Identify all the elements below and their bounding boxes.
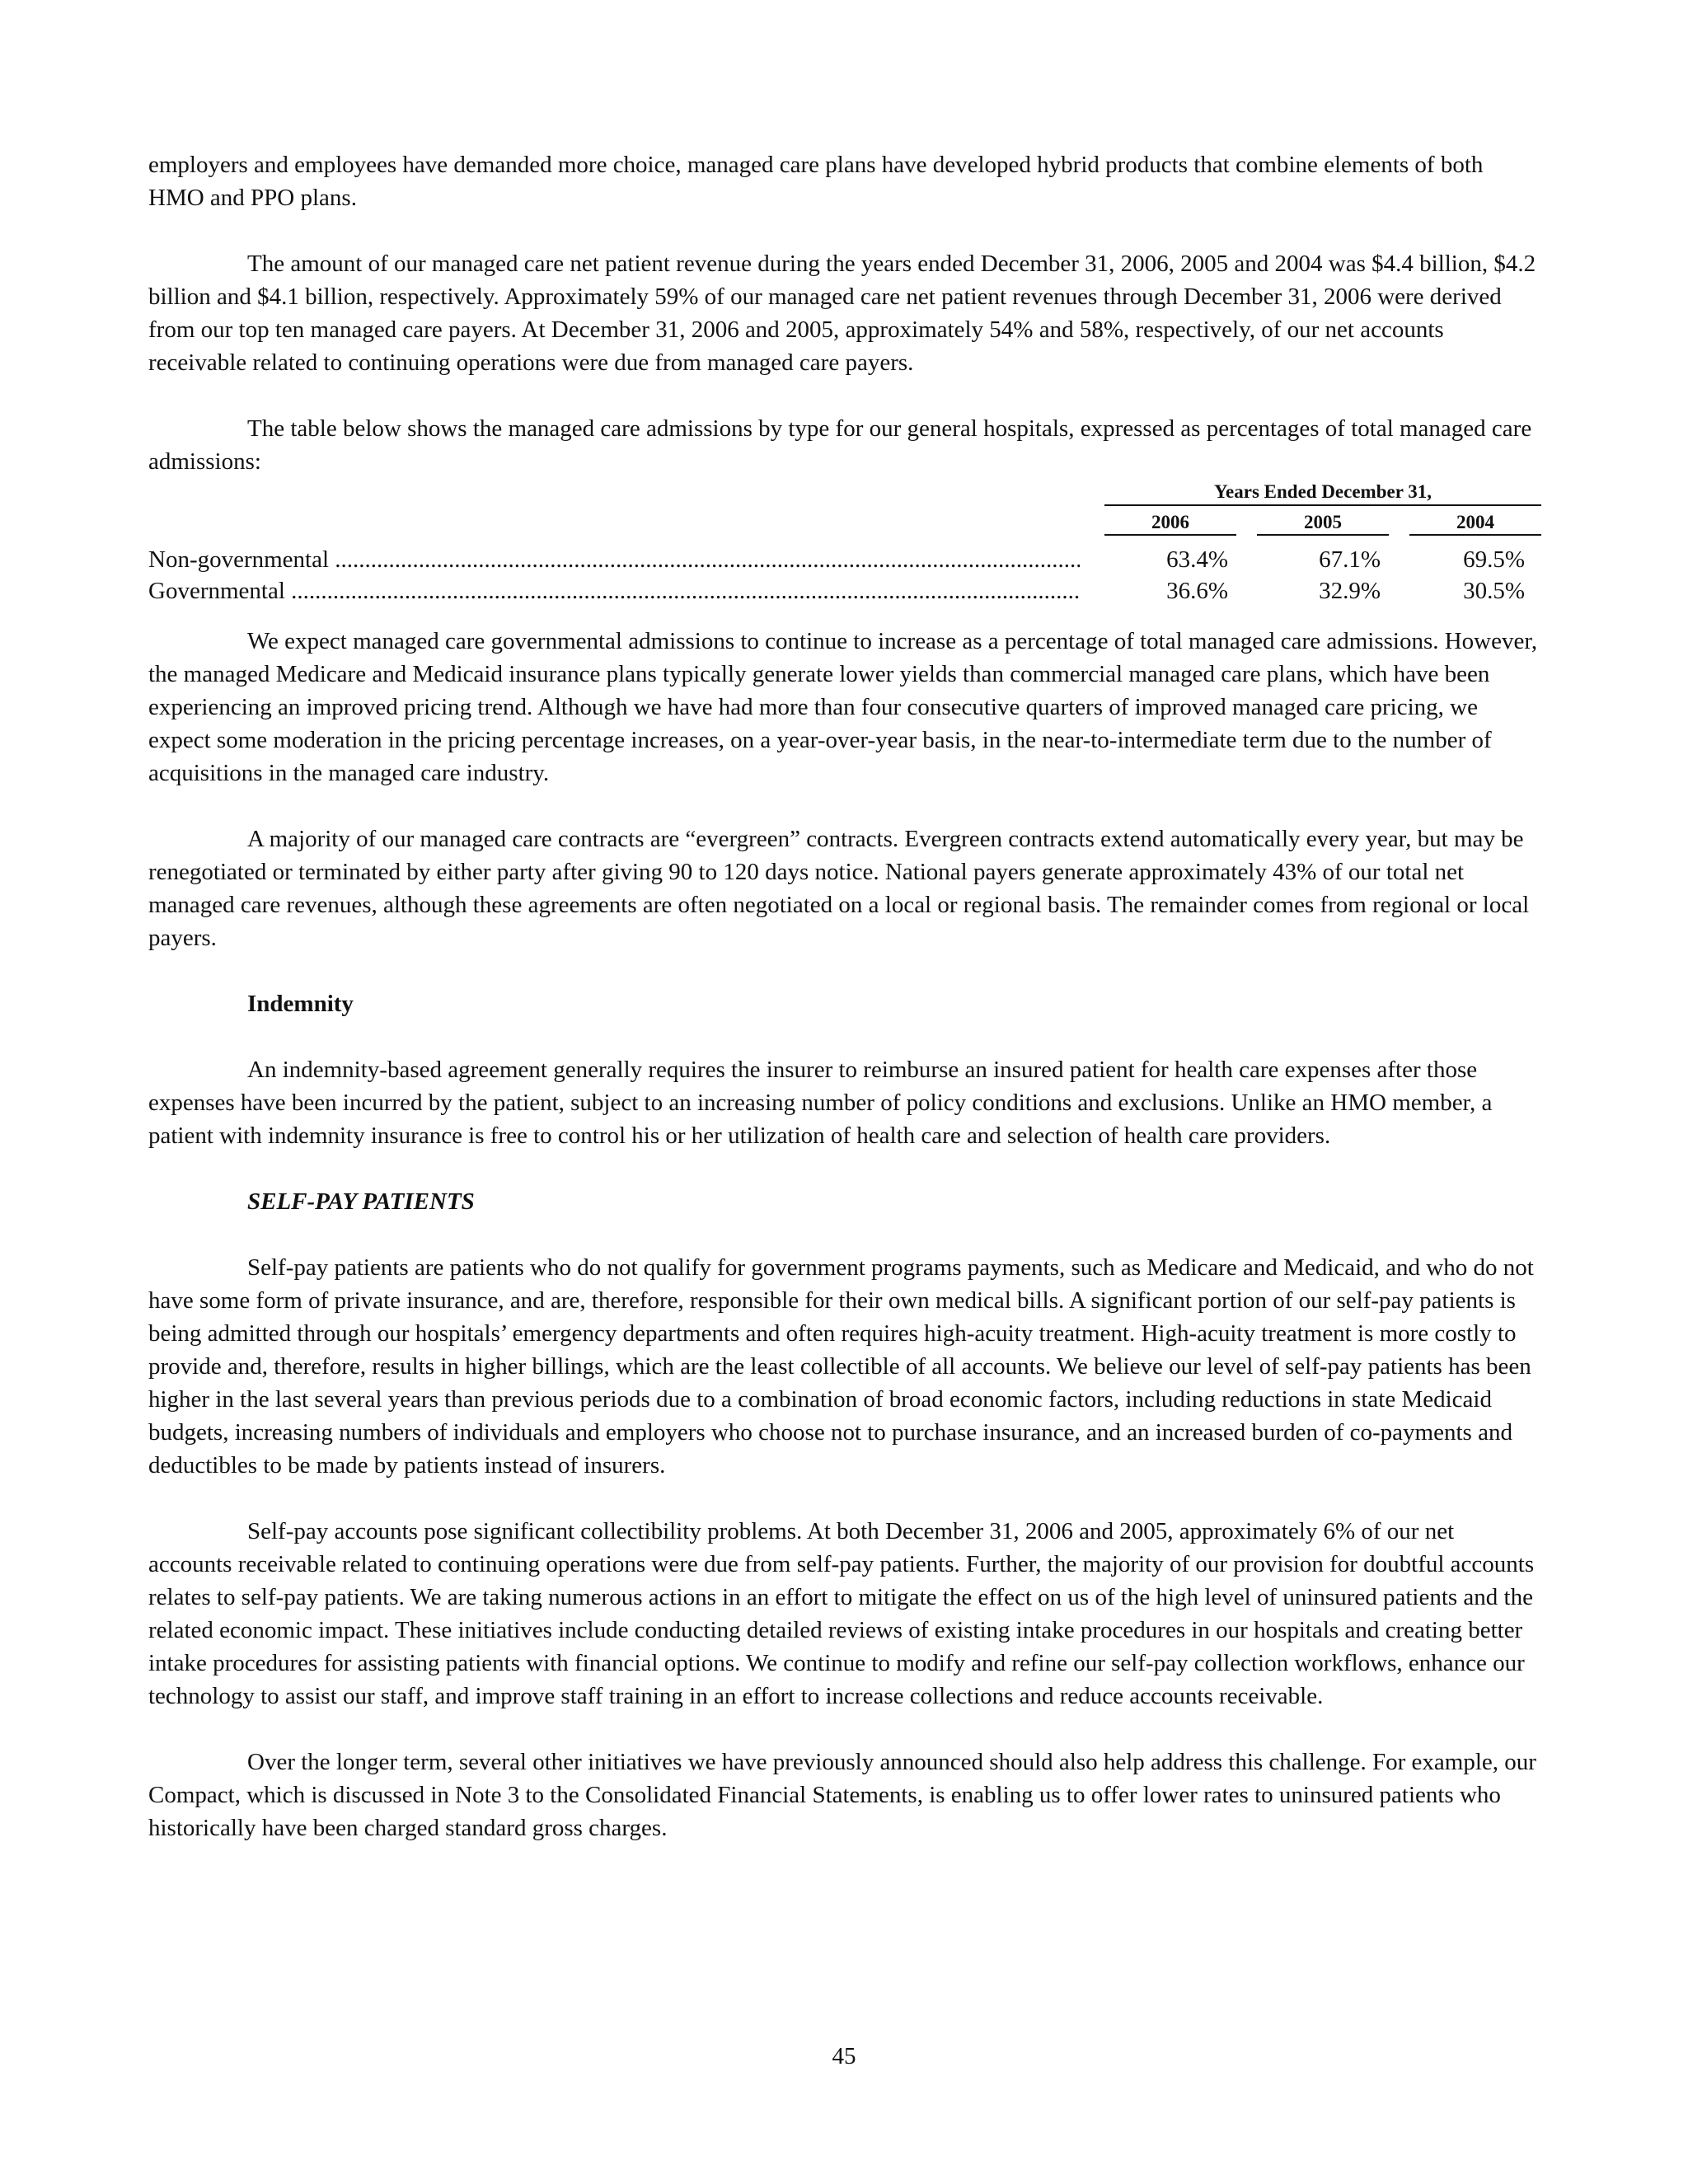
cell-value: 63.4% (1166, 546, 1228, 573)
row-label-governmental: Governmental ..... (148, 575, 1080, 607)
page-number: 45 (832, 2043, 856, 2069)
table-row (148, 544, 1541, 575)
document-page (148, 148, 1541, 1844)
cell-value: 36.6% (1166, 578, 1228, 604)
column-header-2005: 2005 (1257, 511, 1389, 536)
table-row (148, 575, 1541, 607)
paragraph-self-pay-patients: Self-pay patients are patients who do not qualify for government programs payments, such as Medicare and Medicaid, and who do not have some form of private insurance, and are, therefore, responsible for their own medical bills. A significant portion of our self-pay patients is being admitted through our hospitals’ emergency departments and often requires high-acuity treatment. High-acuity treatment is more costly to provide and, therefore, results in higher billings, which are the least collectible of all accounts. We believe our level of self-pay patients has been higher in the last several years than previous periods due to a combination of broad economic factors, including reductions in state Medicaid budgets, increasing numbers of individuals and employers who choose not to purchase insurance, and an increased burden of co-payments and deductibles to be made by patients instead of insurers. (148, 1254, 1534, 1479)
paragraph-hybrid-products: employers and employees have demanded more choice, managed care plans have developed hybrid products that combine elements of both HMO and PPO plans. (148, 152, 1484, 211)
paragraph-evergreen-contracts: A majority of our managed care contracts are “evergreen” contracts. Evergreen contracts extend automatically every year, but may be renegotiated or terminated by either party after giving 90 to 120 days notice. National payers generate approximately 43% of our total net managed care revenues, although these agreements are often negotiated on a local or regional basis. The remainder comes from regional or local payers. (148, 826, 1530, 951)
table-header-years: Years Ended December 31, (1104, 480, 1541, 506)
paragraph-table-intro: The table below shows the managed care admissions by type for our general hospitals, expressed as percentages of total managed care admissions: (148, 415, 1532, 475)
paragraph-managed-care-revenue: The amount of our managed care net patient revenue during the years ended December 31, 2006, 2005 and 2004 was $4.4 billion, $4.2 billion and $4.1 billion, respectively. Approximately 59% of our managed care net patient revenues through December 31, 2006 were derived from our top ten managed care payers. At December 31, 2006 and 2005, approximately 54% and 58%, respectively, of our net accounts receivable related to continuing operations were due from managed care payers. (148, 251, 1536, 376)
cell-value: 67.1% (1319, 546, 1381, 573)
heading-self-pay-patients: SELF-PAY PATIENTS (247, 1188, 475, 1215)
paragraph-collectibility: Self-pay accounts pose significant collectibility problems. At both December 31, 2006 and 2005, approximately 6% of our net accounts receivable related to continuing operations were due from self-pay patients. Further, the majority of our provision for doubtful accounts relates to self-pay patients. We are taking numerous actions in an effort to mitigate the effect on us of the high level of uninsured patients and the related economic impact. These initiatives include conducting detailed reviews of existing intake procedures in our hospitals and creating better intake procedures for assisting patients with financial options. We continue to modify and refine our self-pay collection workflows, enhance our technology to assist our staff, and improve staff training in an effort to increase collections and reduce accounts receivable. (148, 1518, 1535, 1709)
paragraph-governmental-admissions: We expect managed care governmental admissions to continue to increase as a percentage of total managed care admissions. However, the managed Medicare and Medicaid insurance plans typically generate lower yields than commercial managed care plans, which have been experiencing an improved pricing trend. Although we have had more than four consecutive quarters of improved managed care pricing, we expect some moderation in the pricing percentage increases, on a year-over-year basis, in the near-to-intermediate term due to the number of acquisitions in the managed care industry. (148, 628, 1538, 786)
cell-value: 32.9% (1319, 578, 1381, 604)
cell-value: 69.5% (1463, 546, 1525, 573)
column-header-2004: 2004 (1409, 511, 1541, 536)
paragraph-longer-term: Over the longer term, several other initiatives we have previously announced should also help address this challenge. For example, our Compact, which is discussed in Note 3 to the Consolidated Financial Statements, is enabling us to offer lower rates to uninsured patients who historically have been charged standard gross charges. (148, 1749, 1536, 1841)
row-label-non-governmental: Non-governmental ..... (148, 544, 1080, 575)
heading-indemnity: Indemnity (247, 991, 354, 1017)
admissions-table (148, 480, 1541, 612)
cell-value: 30.5% (1463, 578, 1525, 604)
paragraph-indemnity: An indemnity-based agreement generally requires the insurer to reimburse an insured patient for health care expenses after those expenses have been incurred by the patient, subject to an increasing number of policy conditions and exclusions. Unlike an HMO member, a patient with indemnity insurance is free to control his or her utilization of health care and selection of health care providers. (148, 1057, 1493, 1149)
column-header-2006: 2006 (1104, 511, 1236, 536)
